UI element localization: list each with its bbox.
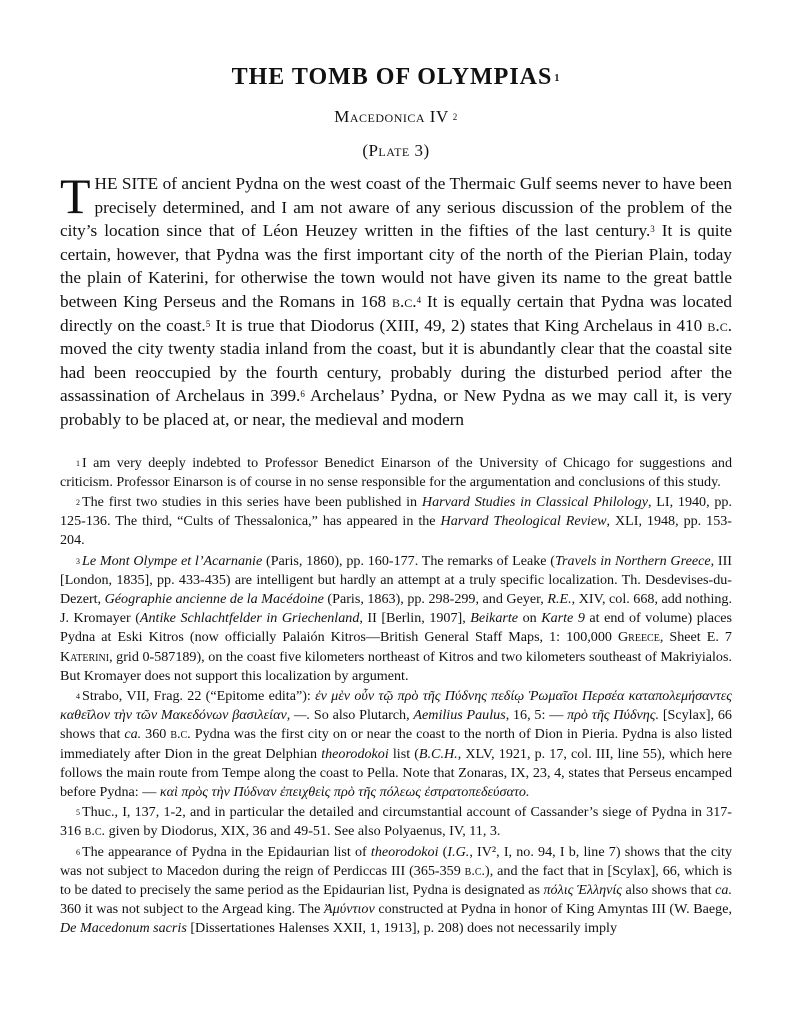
citation-title: Harvard Theological Review: [440, 513, 607, 530]
citation-title: Géographie ancienne de la Macédoine: [104, 590, 324, 607]
series-subtitle: [60, 106, 732, 128]
footnote-6: [60, 843, 732, 939]
body-text-run: It is equally certain that Pydna was located directly on the coast.: [60, 291, 732, 335]
article-page: [60, 62, 732, 939]
footnote-text: 360: [141, 726, 171, 743]
footnote-text: , LI, 1940, pp. 125-136. The third, “Cults of Thessalonica,” has appeared in the: [60, 493, 733, 530]
citation-title: Karte 9: [541, 610, 585, 627]
body-text-run: Archelaus’ Pydna, or New Pydna as we may call it, is very probably to be placed at, or near, the medieval and modern: [60, 386, 732, 429]
footnote-text: at end of volume) places Pydna at Eski Kitros (now officially Palaión Kitros—British General Staff Maps, 1: 100,000: [60, 610, 733, 646]
body-text-run: It is true that Diodorus (XIII, 49, 2) states that King Archelaus in 410: [210, 315, 708, 335]
footnote-text: list (: [388, 745, 419, 762]
footnote-text: , XIV, col. 668, add nothing. J. Kromayer (: [60, 590, 732, 627]
era-abbrev: b.c.: [84, 823, 106, 840]
body-paragraph: [60, 168, 732, 432]
footnote-text: 360 it was not subject to the Argead king. The: [60, 901, 325, 918]
latin-term: theorodokoi: [321, 745, 389, 762]
greek-quotation: Ἀμύντιον: [324, 901, 375, 918]
footnote-text: , III [London, 1835], pp. 433-435) are intelligent but hardly an attempt at a truly specific localization. Th. Desdevises-du-Dezert,: [60, 552, 732, 607]
footnote-number: 1: [76, 458, 80, 468]
footnote-number: 2: [76, 497, 80, 507]
footnote-text: ), and the fact that in [Scylax], 66, which is to be dated to precisely the same period as the Epidaurian list, Pydna is designated as: [60, 862, 732, 898]
footnote-text: [Scylax], 66 shows that: [60, 707, 732, 743]
footnote-text: (Paris, 1863), pp. 298-299, and Geyer,: [323, 590, 548, 607]
footnote-text: , XLI, 1948, pp. 153-204.: [60, 513, 732, 549]
footnote-text: , 16, 5: —: [505, 707, 564, 724]
footnote-text: , grid 0-587189), on the coast five kilometers northeast of Kitros and two kilometers southeast of Makriyialos. But Kromayer does not support this localization by argument.: [60, 648, 732, 684]
footnote-text: , IV², I, no. 94, I b, line 7) shows that the city was not subject to Macedon during the reign of Perdiccas III (365-359: [60, 843, 732, 879]
citation-title: R.E.: [547, 590, 572, 607]
map-sheet-name: Katerini: [60, 648, 110, 665]
latin-abbrev: ca.: [715, 882, 732, 898]
footnote-text: constructed at Pydna in honor of King Amyntas III (W. Baege,: [374, 901, 732, 918]
body-text-run: HE SITE of ancient Pydna on the west coast of the Thermaic Gulf seems never to have been precisely determined, and I am not aware of any serious discussion of the problem of the city’s location since that of Léon Heuzey written in the fifties of the last century.: [60, 174, 732, 241]
footnote-1: [60, 454, 732, 492]
drop-cap: T: [60, 168, 91, 224]
footnote-ref-3[interactable]: 3: [650, 224, 655, 235]
footnote-text: I am very deeply indebted to Professor Benedict Einarson of the University of Chicago for suggestions and criticism. Professor Einarson is of course in no sense responsible for the argumentation and conclusions of this study.: [60, 454, 732, 490]
footnote-4: [60, 687, 732, 802]
footnote-5: [60, 803, 732, 841]
footnote-number: 5: [76, 808, 80, 818]
footnote-text: on: [518, 610, 542, 627]
greek-quotation: πόλις Ἑλληνίς: [543, 882, 622, 898]
footnote-number: 3: [76, 556, 80, 566]
citation-title: Beikarte: [470, 610, 519, 627]
footnote-text: also shows that: [621, 882, 716, 898]
footnote-text: given by Diodorus, XIX, 36 and 49-51. See also Polyaenus, IV, 11, 3.: [105, 823, 501, 840]
footnote-text: , Sheet E. 7: [659, 629, 732, 646]
citation-title: I.G.: [447, 843, 470, 860]
citation-title: Travels in Northern Greece: [554, 552, 711, 569]
footnote-ref-6[interactable]: 6: [300, 389, 305, 400]
body-text-run: It is quite certain, however, that Pydna was the first important city of the north of the Pierian Plain, today the plain of Katerini, for otherwise the town would not have given its name to the great battle between King Perseus and the Romans in 168: [60, 221, 732, 311]
footnote-text: (Paris, 1860), pp. 160-177. The remarks of Leake (: [262, 552, 555, 569]
footnotes: [60, 454, 732, 939]
greek-quotation: καὶ πρὸς τὴν Πύδναν ἐπειχθεὶς πρὸ τῆς πόλεως ἐστρατοπεδεύσατο.: [156, 783, 530, 800]
body-text: [60, 168, 732, 432]
plate-reference: (Plate 3): [362, 141, 430, 160]
map-series-name: Greece: [617, 629, 660, 646]
era-abbrev: b.c.: [170, 726, 191, 743]
footnote-text: Pydna was the first city on or near the coast to the north of Dion in Pieria. Pydna is also listed immediately after Dion in the great Delphian: [60, 726, 733, 762]
greek-quotation: πρὸ τῆς Πύδνης.: [563, 707, 660, 724]
footnote-ref-4[interactable]: 4: [416, 294, 422, 305]
footnote-text: The first two studies in this series have been published in: [82, 493, 422, 510]
footnote-2: [60, 493, 732, 551]
footnote-text: (: [438, 843, 448, 860]
latin-term: theorodokoi: [370, 843, 439, 860]
footnote-ref-5[interactable]: 5: [205, 318, 211, 329]
footnote-text: So also Plutarch,: [310, 707, 414, 724]
footnote-3: [60, 552, 732, 686]
footnote-number: 6: [76, 847, 80, 857]
latin-abbrev: ca.: [124, 726, 142, 743]
citation-title: Le Mont Olympe et l’Acarnanie: [82, 552, 263, 569]
footnote-number: 4: [76, 691, 80, 701]
title-text: THE TOMB OF OLYMPIAS: [231, 64, 553, 90]
subtitle-text: Macedonica IV: [334, 107, 449, 126]
era-abbrev: b.c.: [464, 862, 486, 879]
citation-title: Antike Schlachtfelder in Griechenland: [139, 610, 360, 627]
citation-title: B.C.H.: [418, 745, 458, 762]
footnote-text: [Dissertationes Halenses XXII, 1, 1913], p. 208) does not necessarily imply: [186, 920, 617, 937]
footnote-text: The appearance of Pydna in the Epidaurian list of: [82, 843, 371, 860]
footnote-text: , XLV, 1921, p. 17, col. III, line 55), which here follows the main route from Tempe along the coast to Pella. Note that Zonaras, IX, 23, 4, states that Perseus encamped before Pydna: —: [60, 745, 732, 800]
footnote-text: , II [Berlin, 1907],: [359, 610, 471, 627]
greek-quotation: ἐν μὲν οὖν τῷ πρὸ τῆς Πύδνης πεδίῳ Ῥωμαῖοι Περσέα καταπολεμήσαντες καθεῖλον τὴν τῶν Μακεδόνων βασιλείαν, —.: [60, 687, 733, 724]
footnote-text: Thuc., I, 137, 1-2, and in particular the detailed and circumstantial account of Cassander’s siege of Pydna in 317-316: [60, 804, 732, 840]
era-abbrev: b.c.: [707, 315, 732, 335]
citation-title: De Macedonum sacris: [60, 920, 187, 937]
body-text-run: moved the city twenty stadia inland from the coast, but it is abundantly clear that the coastal site had been reoccupied by the fourth century, probably during the disturbed period after the assassination of Archelaus in 399.: [60, 339, 732, 406]
title-footnote-ref[interactable]: 1: [554, 73, 561, 84]
citation-title: Harvard Studies in Classical Philology: [421, 493, 648, 510]
footnote-text: Strabo, VII, Frag. 22 (“Epitome edita”):: [82, 687, 316, 704]
article-title: [60, 62, 732, 92]
era-abbrev: b.c.: [391, 291, 417, 311]
citation-title: Aemilius Paulus: [413, 707, 506, 724]
subtitle-footnote-ref[interactable]: 2: [452, 112, 458, 122]
